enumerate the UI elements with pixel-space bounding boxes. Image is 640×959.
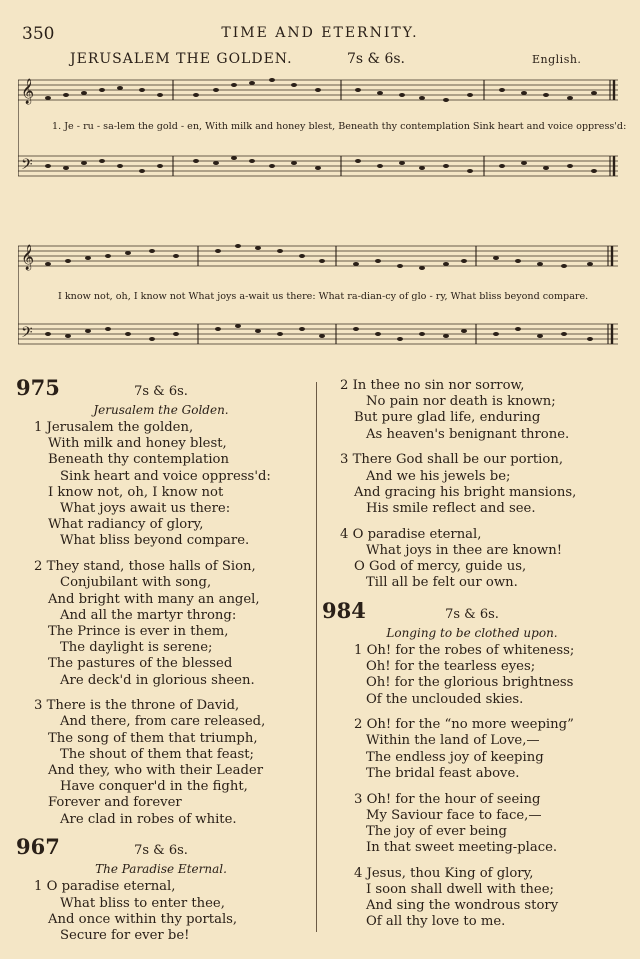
verse-line: What joys await us there: bbox=[60, 501, 231, 517]
verse-line: 2 They stand, those halls of Sion, bbox=[34, 559, 256, 575]
verse-line: Of all thy love to me. bbox=[366, 914, 506, 930]
verse-line: Oh! for the glorious brightness bbox=[366, 675, 574, 691]
verse-line: 4 O paradise eternal, bbox=[340, 526, 482, 542]
tune-meter: 7s & 6s. bbox=[347, 51, 405, 67]
verse-line: 1 O paradise eternal, bbox=[34, 879, 176, 895]
verse-line: Oh! for the tearless eyes; bbox=[366, 659, 536, 675]
verse-line: 1 Jerusalem the golden, bbox=[34, 420, 194, 435]
verse-line: 3 There God shall be our portion, bbox=[340, 452, 564, 468]
verse-line: The shout of them that feast; bbox=[60, 746, 254, 762]
verse-line: Secure for ever be! bbox=[60, 927, 190, 943]
hymn-subtitle: The Paradise Eternal. bbox=[95, 862, 227, 877]
verse-line: 2 Oh! for the “no more weeping” bbox=[354, 717, 574, 733]
hymn-984-header bbox=[322, 597, 622, 643]
hymn-subtitle: Longing to be clothed upon. bbox=[386, 625, 558, 640]
verse-line: No pain nor death is known; bbox=[366, 394, 556, 410]
verse-line: What joys in thee are known! bbox=[366, 542, 563, 558]
verse-line: And there, from care released, bbox=[60, 714, 266, 730]
verse-line: 4 Jesus, thou King of glory, bbox=[354, 865, 534, 881]
hymn-975-header bbox=[16, 375, 306, 420]
stanza bbox=[16, 879, 306, 944]
stanza bbox=[16, 420, 306, 550]
stanza bbox=[322, 717, 622, 782]
hymn-subtitle: Jerusalem the Golden. bbox=[93, 403, 229, 417]
tune-lyric-line-1: 1. Je - ru - sa-lem the gold - en, With milk and honey blest, Beneath thy contemplation Sink heart and voice oppress'd: bbox=[52, 121, 627, 132]
verse-line: But pure glad life, enduring bbox=[354, 410, 541, 426]
hymn-number: 967 bbox=[16, 834, 60, 860]
verse-line: The daylight is serene; bbox=[60, 640, 213, 656]
verse-line: Beneath thy contemplation bbox=[48, 452, 229, 468]
verse-line: And they, who with their Leader bbox=[48, 763, 264, 779]
verse-line: 3 There is the throne of David, bbox=[34, 698, 240, 714]
verse-line: 1 Oh! for the robes of whiteness; bbox=[354, 642, 575, 658]
tune-origin: English. bbox=[532, 53, 582, 66]
left-column bbox=[16, 375, 306, 954]
verse-line: What bliss beyond compare. bbox=[60, 533, 250, 549]
stanza bbox=[16, 559, 306, 689]
right-column bbox=[322, 378, 622, 940]
verse-line: And all the martyr throng: bbox=[60, 607, 237, 623]
verse-line: I soon shall dwell with thee; bbox=[366, 882, 554, 898]
verse-line: Have conquer'd in the fight, bbox=[60, 779, 248, 795]
verse-line: Are deck'd in glorious sheen. bbox=[60, 672, 255, 688]
hymn-meter: 7s & 6s. bbox=[134, 843, 188, 859]
hymn-meter: 7s & 6s. bbox=[445, 606, 499, 622]
column-divider bbox=[316, 382, 317, 932]
verse-line: His smile reflect and see. bbox=[366, 500, 536, 516]
hymn-number: 984 bbox=[322, 597, 366, 623]
page-number: 350 bbox=[22, 24, 55, 44]
tune-lyric-line-2: I know not, oh, I know not What joys a-wait us there: What ra-dian-cy of glo - ry, What bliss beyond compare. bbox=[58, 291, 589, 302]
verse-line: In that sweet meeting-place. bbox=[366, 840, 558, 856]
verse-line: Of the unclouded skies. bbox=[366, 691, 524, 707]
verse-line: Within the land of Love,— bbox=[366, 733, 540, 749]
stanza bbox=[322, 452, 622, 517]
verse-line: My Saviour face to face,— bbox=[366, 807, 542, 823]
verse-line: I know not, oh, I know not bbox=[48, 484, 224, 500]
verse-line: What radiancy of glory, bbox=[48, 517, 204, 533]
svg-text:𝄞: 𝄞 bbox=[21, 245, 35, 270]
verse-line: And bright with many an angel, bbox=[48, 591, 260, 607]
verse-line: And sing the wondrous story bbox=[366, 898, 559, 914]
verse-line: Till all be felt our own. bbox=[366, 575, 518, 591]
verse-line: 3 Oh! for the hour of seeing bbox=[354, 791, 541, 807]
hymn-number: 975 bbox=[16, 375, 60, 400]
verse-line: The Prince is ever in them, bbox=[48, 623, 229, 639]
stanza bbox=[322, 792, 622, 857]
verse-line: And we his jewels be; bbox=[366, 468, 511, 484]
verse-line: The bridal feast above. bbox=[366, 765, 520, 781]
verse-line: Forever and forever bbox=[48, 795, 182, 811]
running-head: TIME AND ETERNITY. bbox=[221, 25, 419, 41]
verse-line: The song of them that triumph, bbox=[48, 730, 258, 746]
verse-line: The pastures of the blessed bbox=[48, 656, 233, 672]
verse-line: O God of mercy, guide us, bbox=[354, 559, 527, 575]
verse-line: And gracing his bright mansions, bbox=[354, 484, 577, 500]
tune-title: JERUSALEM THE GOLDEN. bbox=[70, 51, 293, 67]
verse-line: What bliss to enter thee, bbox=[60, 895, 225, 911]
hymn-meter: 7s & 6s. bbox=[134, 384, 188, 399]
verse-line: With milk and honey blest, bbox=[48, 436, 227, 452]
svg-text:𝄞: 𝄞 bbox=[21, 79, 35, 104]
verse-line: Are clad in robes of white. bbox=[60, 811, 237, 827]
verse-line: The joy of ever being bbox=[366, 823, 507, 839]
verse-line: Conjubilant with song, bbox=[60, 575, 212, 591]
svg-text:𝄢: 𝄢 bbox=[21, 324, 33, 345]
svg-text:𝄢: 𝄢 bbox=[21, 156, 33, 177]
stanza bbox=[322, 527, 622, 592]
hymn-967-header bbox=[16, 834, 306, 879]
stanza bbox=[16, 698, 306, 828]
stanza bbox=[322, 643, 622, 708]
verse-line: The endless joy of keeping bbox=[366, 749, 544, 765]
verse-line: Sink heart and voice oppress'd: bbox=[60, 468, 271, 484]
stanza bbox=[322, 378, 622, 443]
verse-line: As heaven's benignant throne. bbox=[366, 426, 570, 442]
verse-line: And once within thy portals, bbox=[48, 911, 238, 927]
stanza bbox=[322, 866, 622, 931]
verse-line: 2 In thee no sin nor sorrow, bbox=[340, 378, 525, 393]
